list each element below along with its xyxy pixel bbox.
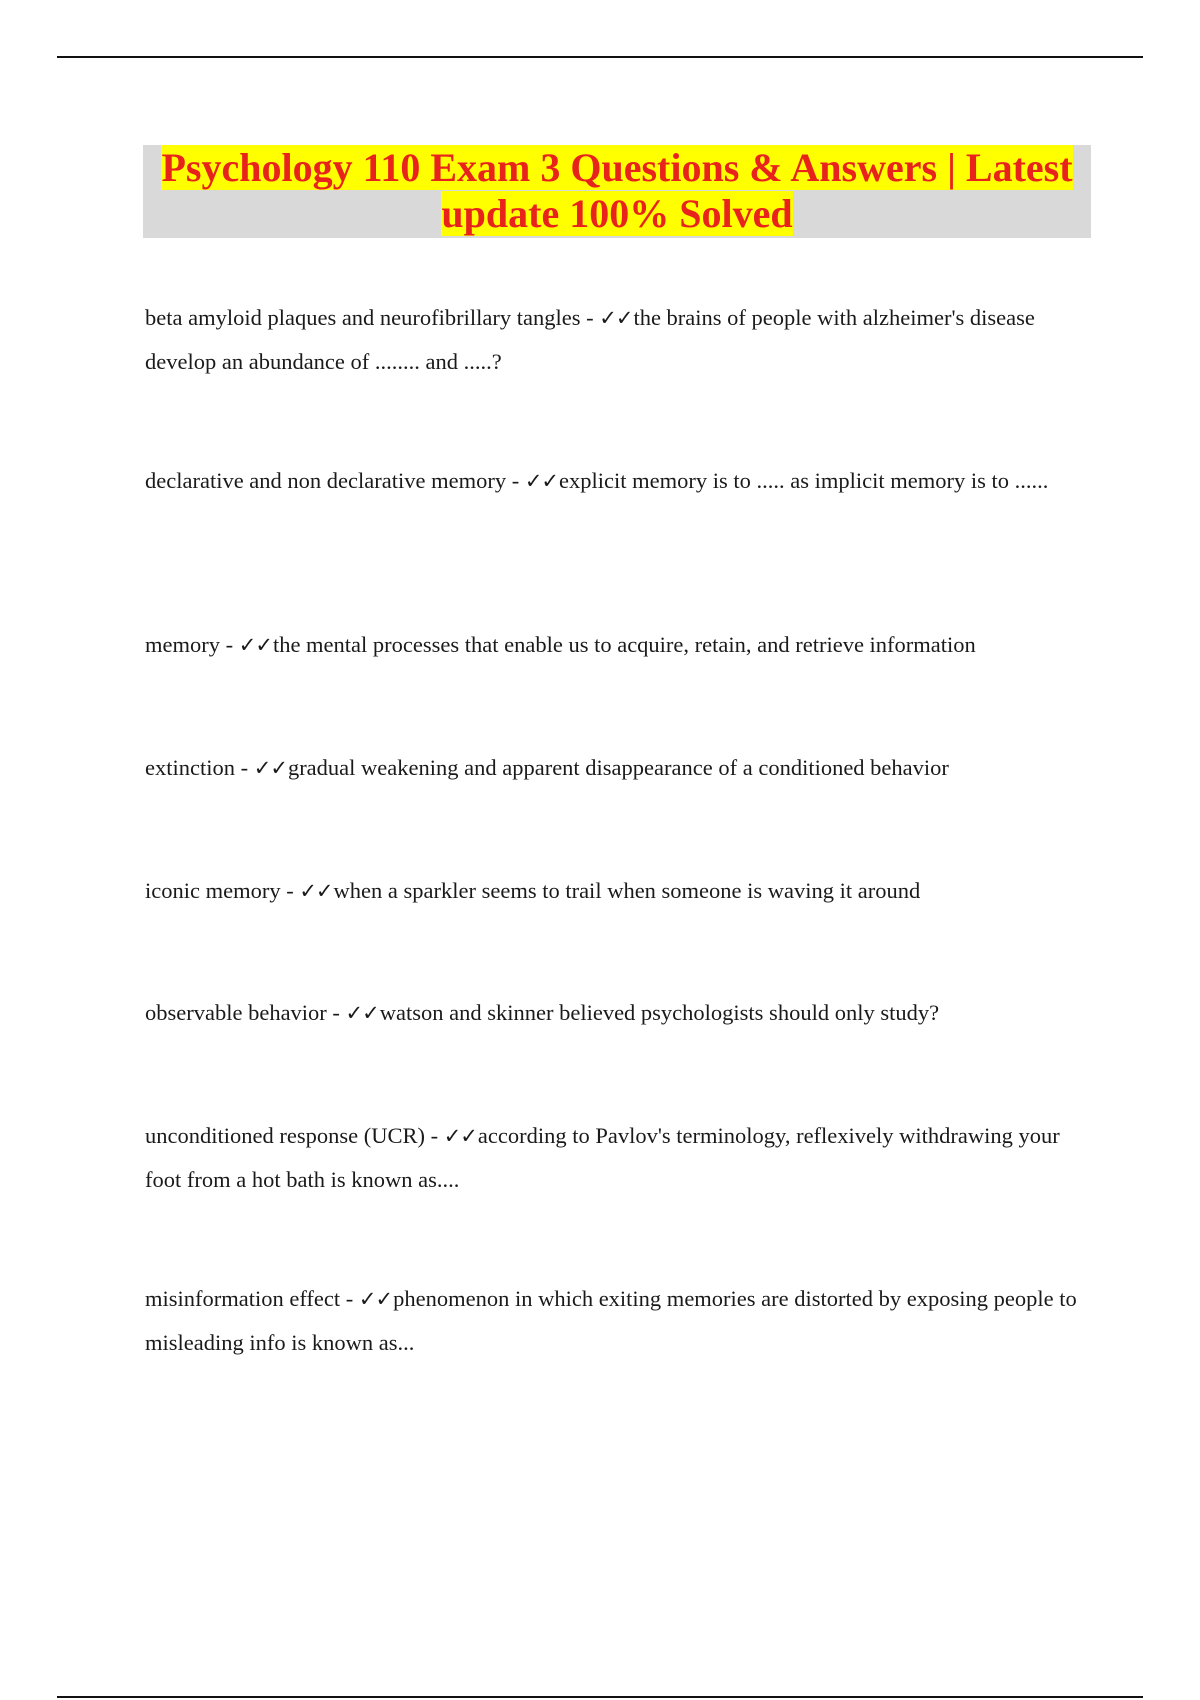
qa-entry — [145, 1277, 1095, 1365]
double-check-icon: ✓✓ — [443, 1124, 477, 1148]
double-check-icon: ✓✓ — [299, 879, 333, 903]
entry-definition: when a sparkler seems to trail when someone is waving it around — [333, 878, 921, 903]
entry-definition: the mental processes that enable us to acquire, retain, and retrieve information — [272, 632, 976, 657]
entry-definition: watson and skinner believed psychologists should only study? — [379, 1000, 940, 1025]
qa-entry — [145, 459, 1095, 503]
entry-definition: gradual weakening and apparent disappearance of a conditioned behavior — [287, 755, 949, 780]
entry-term: beta amyloid plaques and neurofibrillary tangles - — [145, 305, 600, 330]
double-check-icon: ✓✓ — [358, 1287, 393, 1311]
qa-entry — [145, 869, 1095, 913]
entry-definition: explicit memory is to ..... as implicit memory is to ...... — [559, 468, 1049, 493]
qa-entry — [145, 746, 1095, 790]
double-check-icon: ✓✓ — [599, 306, 633, 330]
double-check-icon: ✓✓ — [253, 756, 287, 780]
entry-term: unconditioned response (UCR) - — [145, 1123, 444, 1148]
entry-definition: phenomenon in which exiting memories are distorted by exposing people to misleading info is known as... — [145, 1286, 1077, 1355]
document-title: Psychology 110 Exam 3 Questions & Answers | Latest update 100% Solved — [161, 145, 1073, 236]
entry-term: declarative and non declarative memory - — [145, 468, 525, 493]
entry-term: observable behavior - — [145, 1000, 346, 1025]
footer-rule — [57, 1696, 1143, 1698]
header-rule — [57, 56, 1143, 58]
entry-term: misinformation effect - — [145, 1286, 359, 1311]
qa-entry — [145, 296, 1095, 384]
qa-entry — [145, 991, 1095, 1035]
entry-term: iconic memory - — [145, 878, 300, 903]
entry-term: memory - — [145, 632, 239, 657]
entry-definition: according to Pavlov's terminology, reflexively withdrawing your foot from a hot bath is known as.... — [145, 1123, 1060, 1192]
entry-definition: the brains of people with alzheimer's disease develop an abundance of ........ and .....? — [145, 305, 1035, 374]
qa-entry — [145, 623, 1095, 667]
entry-term: extinction - — [145, 755, 254, 780]
double-check-icon: ✓✓ — [238, 633, 272, 657]
double-check-icon: ✓✓ — [345, 1001, 379, 1025]
double-check-icon: ✓✓ — [524, 469, 559, 493]
title-banner — [143, 145, 1091, 238]
qa-entry — [145, 1114, 1095, 1202]
